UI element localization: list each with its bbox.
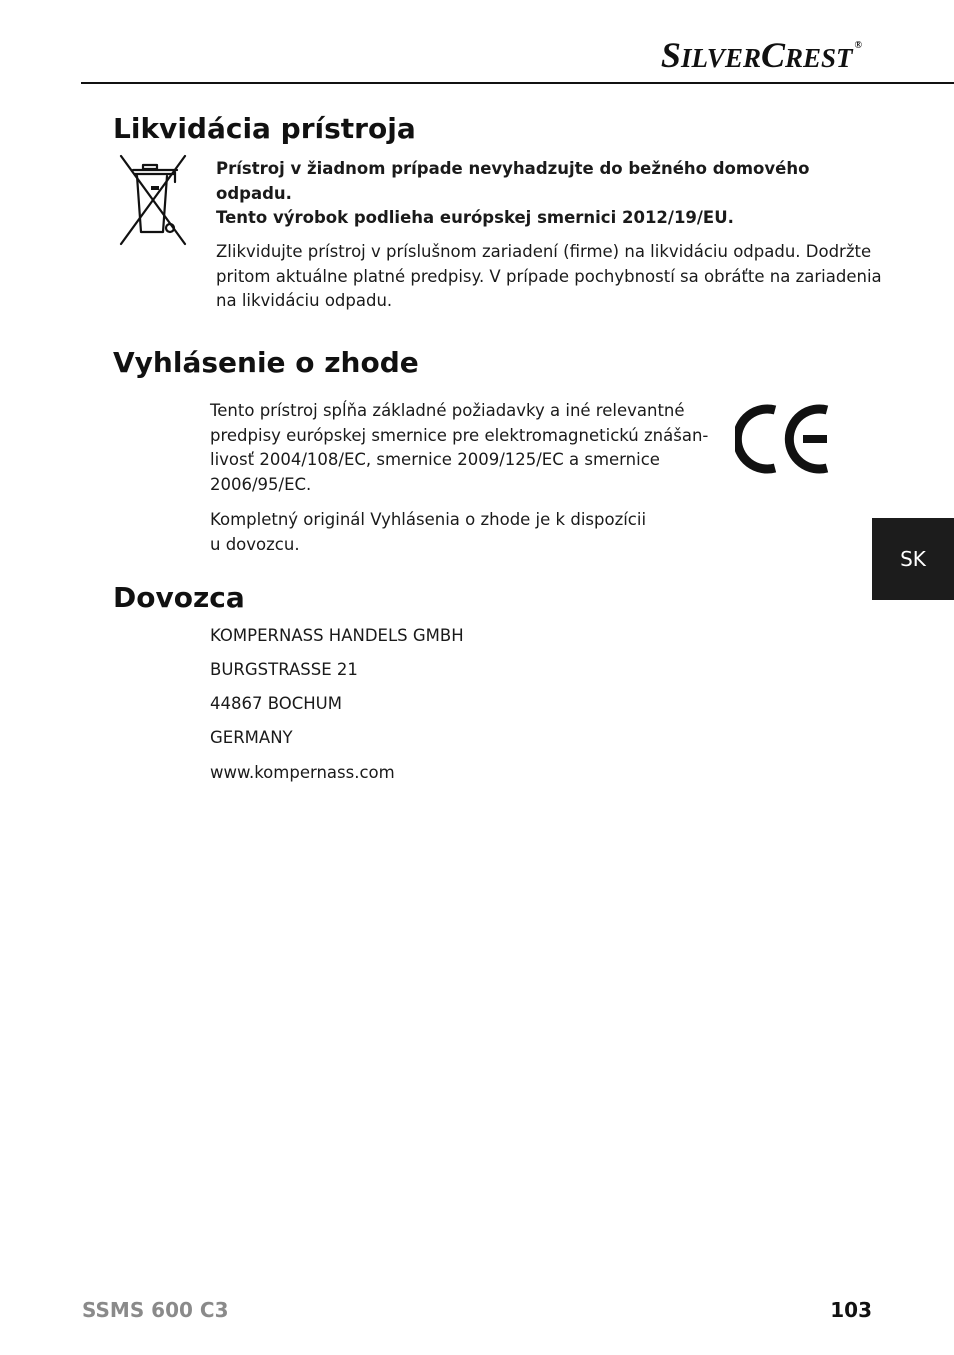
importer-country: GERMANY <box>210 728 293 747</box>
footer-model: SSMS 600 C3 <box>82 1298 229 1322</box>
importer-company: KOMPERNASS HANDELS GMBH <box>210 626 464 645</box>
importer-heading: Dovozca <box>113 581 245 614</box>
header-divider <box>81 82 954 84</box>
importer-city: 44867 BOCHUM <box>210 694 342 713</box>
importer-website: www.kompernass.com <box>210 763 395 782</box>
conformity-line: u dovozcu. <box>210 534 300 554</box>
disposal-warning <box>216 157 809 231</box>
disposal-body-line: Zlikvidujte prístroj v príslušnom zariadení (firme) na likvidáciu odpadu. Dodržte <box>216 242 872 261</box>
registered-mark: ® <box>854 40 862 51</box>
conformity-line: livosť 2004/108/EC, smernice 2009/125/EC a smernice <box>210 450 660 469</box>
conformity-line: 2006/95/EC. <box>210 474 312 494</box>
disposal-warning-line: odpadu. <box>216 183 292 203</box>
conformity-line: Tento prístroj spĺňa základné požiadavky a iné relevantné <box>210 401 685 420</box>
disposal-warning-line: Prístroj v žiadnom prípade nevyhadzujte do bežného domového <box>216 159 810 178</box>
conformity-heading: Vyhlásenie o zhode <box>113 346 419 379</box>
disposal-body-line: pritom aktuálne platné predpisy. V prípade pochybností sa obráťte na zariadenia <box>216 266 882 286</box>
page-number: 103 <box>830 1298 872 1322</box>
ce-mark-icon <box>735 402 833 476</box>
disposal-body-line: na likvidáciu odpadu. <box>216 291 393 310</box>
conformity-paragraph-1 <box>210 399 708 497</box>
brand-rest: REST <box>784 43 853 73</box>
brand-letter-s: S <box>660 35 681 75</box>
language-tab-label: SK <box>900 547 926 571</box>
brand-letter-c: C <box>760 35 785 75</box>
disposal-heading: Likvidácia prístroja <box>113 112 416 145</box>
disposal-warning-line: Tento výrobok podlieha európskej smernici 2012/19/EU. <box>216 208 734 227</box>
crossed-out-wheelie-bin-icon <box>113 152 193 248</box>
brand-ilver: ILVER <box>680 43 761 73</box>
disposal-body <box>216 240 882 314</box>
conformity-line: predpisy európskej smernice pre elektromagnetickú znášan- <box>210 425 709 445</box>
brand-logo <box>661 34 862 76</box>
importer-street: BURGSTRASSE 21 <box>210 660 358 679</box>
conformity-line: Kompletný originál Vyhlásenia o zhode je k dispozícii <box>210 510 647 529</box>
conformity-paragraph-2 <box>210 508 646 557</box>
language-tab <box>872 518 954 600</box>
